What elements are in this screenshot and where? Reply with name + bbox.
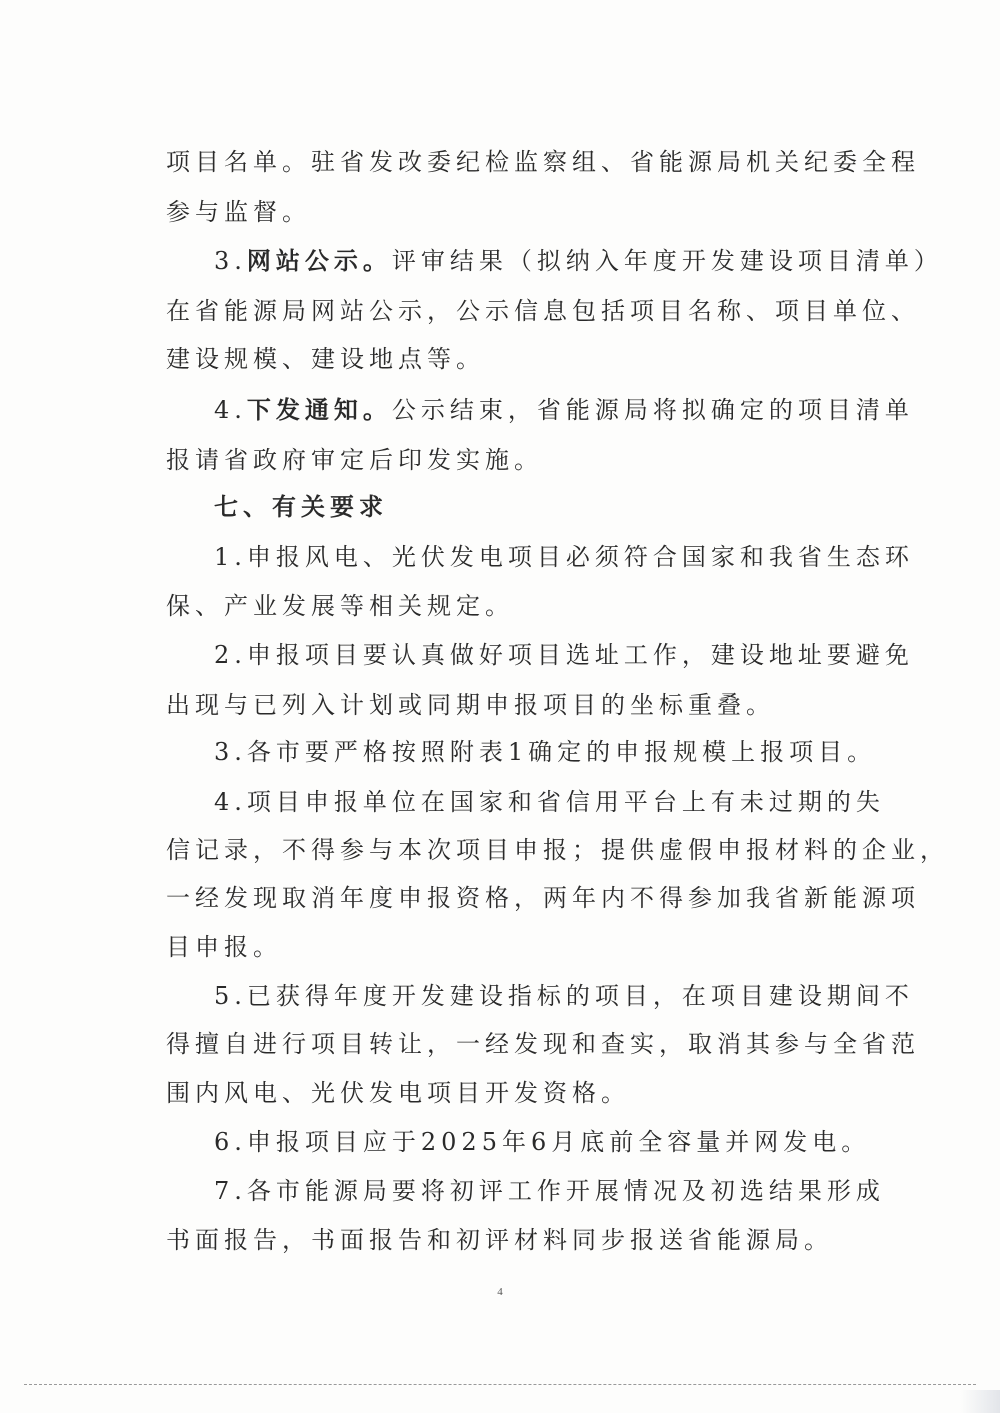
paragraph-line: 书面报告，书面报告和初评材料同步报送省能源局。 bbox=[166, 1226, 833, 1254]
paragraph-line: 报请省政府审定后印发实施。 bbox=[166, 446, 543, 474]
paragraph-line: 一经发现取消年度申报资格，两年内不得参加我省新能源项 bbox=[166, 884, 920, 912]
paragraph-line: 建设规模、建设地点等。 bbox=[166, 345, 485, 373]
paragraph-line: 得擅自进行项目转让，一经发现和查实，取消其参与全省范 bbox=[166, 1030, 920, 1058]
section-heading: 七、有关要求 bbox=[214, 493, 388, 521]
item-number: 4. bbox=[214, 396, 247, 424]
paragraph-line bbox=[214, 394, 914, 426]
item-title: 下发通知。 bbox=[246, 395, 392, 424]
paragraph-line: 6.申报项目应于2025年6月底前全容量并网发电。 bbox=[214, 1128, 871, 1156]
paragraph-line: 保、产业发展等相关规定。 bbox=[166, 592, 514, 620]
item-number: 3. bbox=[214, 247, 247, 275]
paragraph-line: 信记录，不得参与本次项目申报；提供虚假申报材料的企业， bbox=[166, 836, 949, 864]
paragraph-line: 4.项目申报单位在国家和省信用平台上有未过期的失 bbox=[214, 788, 885, 816]
item-text: 评审结果（拟纳入年度开发建设项目清单） bbox=[391, 247, 943, 275]
item-text: 公示结束，省能源局将拟确定的项目清单 bbox=[391, 396, 914, 424]
paragraph-line: 项目名单。驻省发改委纪检监察组、省能源局机关纪委全程 bbox=[166, 148, 920, 176]
paragraph-line: 7.各市能源局要将初评工作开展情况及初选结果形成 bbox=[214, 1177, 885, 1205]
paragraph-line: 3.各市要严格按照附表1确定的申报规模上报项目。 bbox=[214, 738, 877, 766]
page-number: 4 bbox=[497, 1286, 503, 1298]
paragraph-line: 出现与已列入计划或同期申报项目的坐标重叠。 bbox=[166, 691, 775, 719]
paragraph-line bbox=[214, 245, 943, 277]
item-title: 网站公示。 bbox=[246, 246, 392, 275]
paragraph-line: 围内风电、光伏发电项目开发资格。 bbox=[166, 1079, 630, 1107]
paragraph-line: 1.申报风电、光伏发电项目必须符合国家和我省生态环 bbox=[214, 543, 914, 571]
paragraph-line: 参与监督。 bbox=[166, 198, 311, 226]
scan-artifact bbox=[960, 1390, 1000, 1413]
paragraph-line: 在省能源局网站公示，公示信息包括项目名称、项目单位、 bbox=[166, 297, 920, 325]
paragraph-line: 5.已获得年度开发建设指标的项目，在项目建设期间不 bbox=[214, 982, 914, 1010]
bottom-divider bbox=[24, 1384, 976, 1385]
paragraph-line: 目申报。 bbox=[166, 933, 282, 961]
paragraph-line: 2.申报项目要认真做好项目选址工作，建设地址要避免 bbox=[214, 641, 914, 669]
